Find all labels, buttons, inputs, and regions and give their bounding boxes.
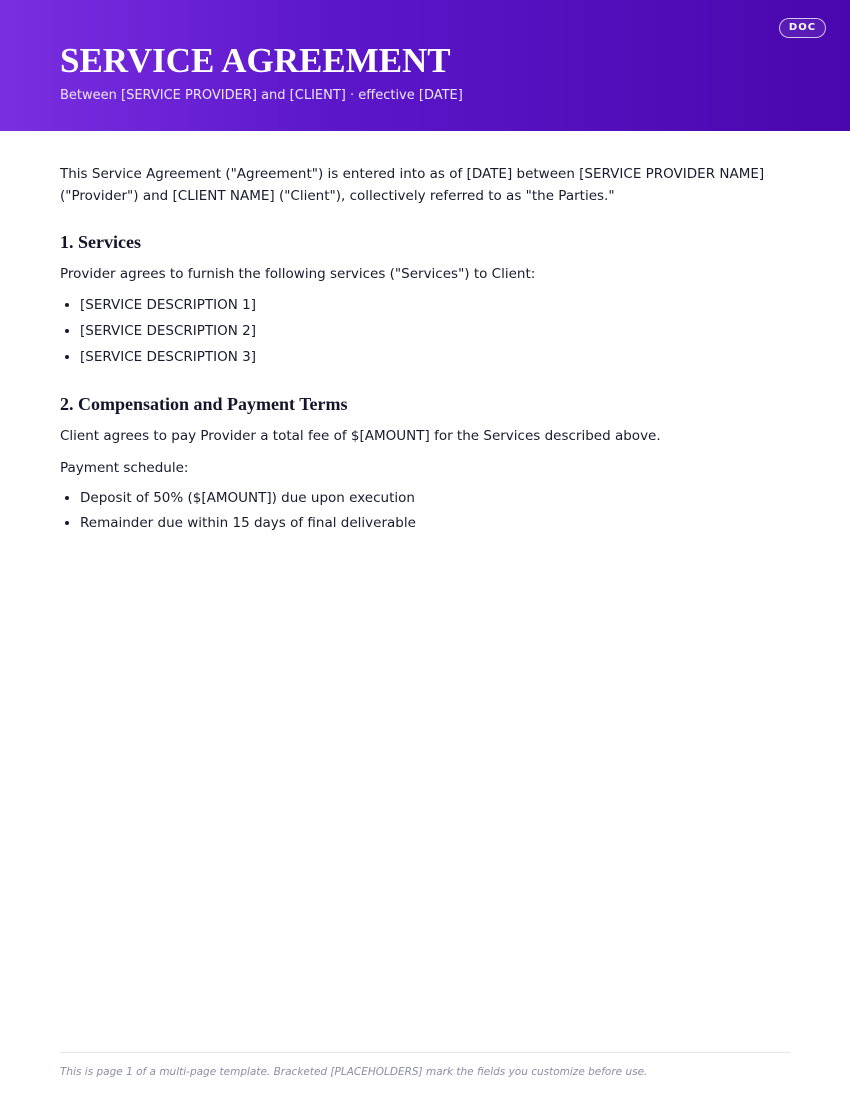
payment-schedule-list [60, 486, 790, 536]
services-paragraph: Provider agrees to furnish the following services ("Services") to Client: [60, 266, 536, 282]
payment-schedule-label: Payment schedule: [60, 460, 189, 476]
document-title: SERVICE AGREEMENT [60, 41, 451, 80]
section-heading-compensation: 2. Compensation and Payment Terms [60, 394, 348, 414]
document-header [0, 0, 850, 131]
footer-note: This is page 1 of a multi-page template. Bracketed [PLACEHOLDERS] mark the fields you customize before use. [60, 1066, 648, 1078]
services-list [60, 292, 790, 370]
section-heading-services: 1. Services [60, 232, 141, 252]
section-compensation [60, 392, 790, 536]
list-item: • Deposit of 50% ($[AMOUNT]) due upon execution [80, 486, 790, 511]
doc-badge: DOC [779, 18, 826, 38]
document-body [60, 163, 790, 536]
list-item: • Remainder due within 15 days of final deliverable [80, 511, 790, 536]
compensation-paragraph: Client agrees to pay Provider a total fee of $[AMOUNT] for the Services described above. [60, 428, 661, 444]
footer-divider [60, 1052, 790, 1053]
list-item: • [SERVICE DESCRIPTION 1] [80, 292, 790, 318]
intro-paragraph: This Service Agreement ("Agreement") is entered into as of [DATE] between [SERVICE PROVIDER NAME] ("Provider") and [CLIENT NAME] ("Client"), collectively referred to as "the Parties." [60, 166, 765, 204]
document-subtitle: Between [SERVICE PROVIDER] and [CLIENT] · effective [DATE] [60, 88, 463, 103]
list-item: • [SERVICE DESCRIPTION 3] [80, 344, 790, 370]
list-item: • [SERVICE DESCRIPTION 2] [80, 318, 790, 344]
section-services [60, 230, 790, 370]
